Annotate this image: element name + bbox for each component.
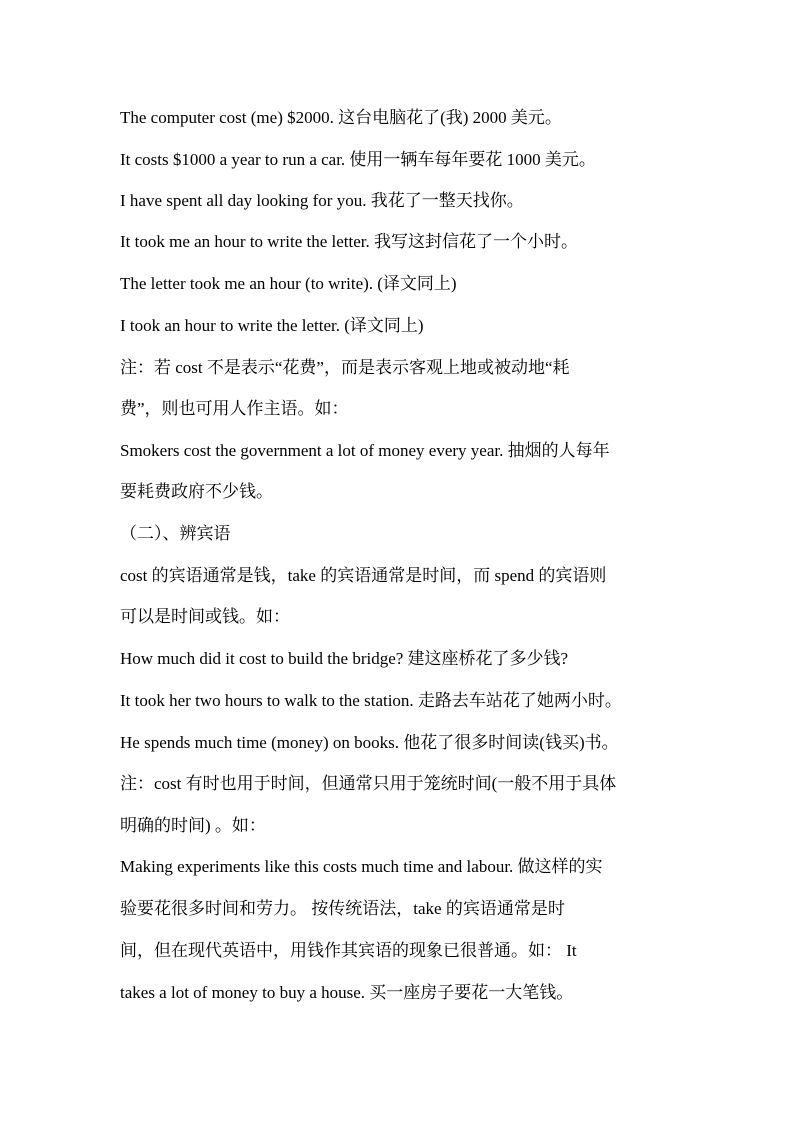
text-line: takes a lot of money to buy a house. 买一座房子要花一大笔钱。 — [120, 983, 574, 1002]
text-line: It took her two hours to walk to the station. 走路去车站花了她两小时。 — [120, 691, 622, 710]
text-line: I took an hour to write the letter. (译文同上) — [120, 316, 424, 335]
text-line: I have spent all day looking for you. 我花了一整天找你。 — [120, 191, 524, 210]
note-line: 注：cost 有时也用于时间，但通常只用于笼统时间(一般不用于具体 — [120, 774, 617, 793]
text-line: 验要花很多时间和劳力。 按传统语法，take 的宾语通常是时 — [120, 899, 565, 918]
text-line: The letter took me an hour (to write). (译文同上) — [120, 274, 457, 293]
text-line: cost 的宾语通常是钱，take 的宾语通常是时间，而 spend 的宾语则 — [120, 566, 607, 585]
text-line: The computer cost (me) $2000. 这台电脑花了(我) 2000 美元。 — [120, 108, 562, 127]
section-heading: （二）、辨宾语 — [120, 524, 231, 543]
note-line: 费”，则也可用人作主语。如： — [120, 399, 349, 418]
note-line: 注：若 cost 不是表示“花费”，而是表示客观上地或被动地“耗 — [120, 358, 570, 377]
text-line: How much did it cost to build the bridge? 建这座桥花了多少钱? — [120, 649, 569, 668]
text-line: It costs $1000 a year to run a car. 使用一辆车每年要花 1000 美元。 — [120, 150, 596, 169]
text-line: 要耗费政府不少钱。 — [120, 482, 273, 501]
text-line: He spends much time (money) on books. 他花了很多时间读(钱买)书。 — [120, 733, 619, 752]
text-line: It took me an hour to write the letter. 我写这封信花了一个小时。 — [120, 232, 578, 251]
note-line: 明确的时间) 。如： — [120, 816, 266, 835]
text-line: Smokers cost the government a lot of money every year. 抽烟的人每年 — [120, 441, 610, 460]
text-line: 可以是时间或钱。如： — [120, 607, 290, 626]
text-line: Making experiments like this costs much time and labour. 做这样的实 — [120, 857, 603, 876]
text-line: 间，但在现代英语中，用钱作其宾语的现象已很普通。如： It — [120, 941, 577, 960]
